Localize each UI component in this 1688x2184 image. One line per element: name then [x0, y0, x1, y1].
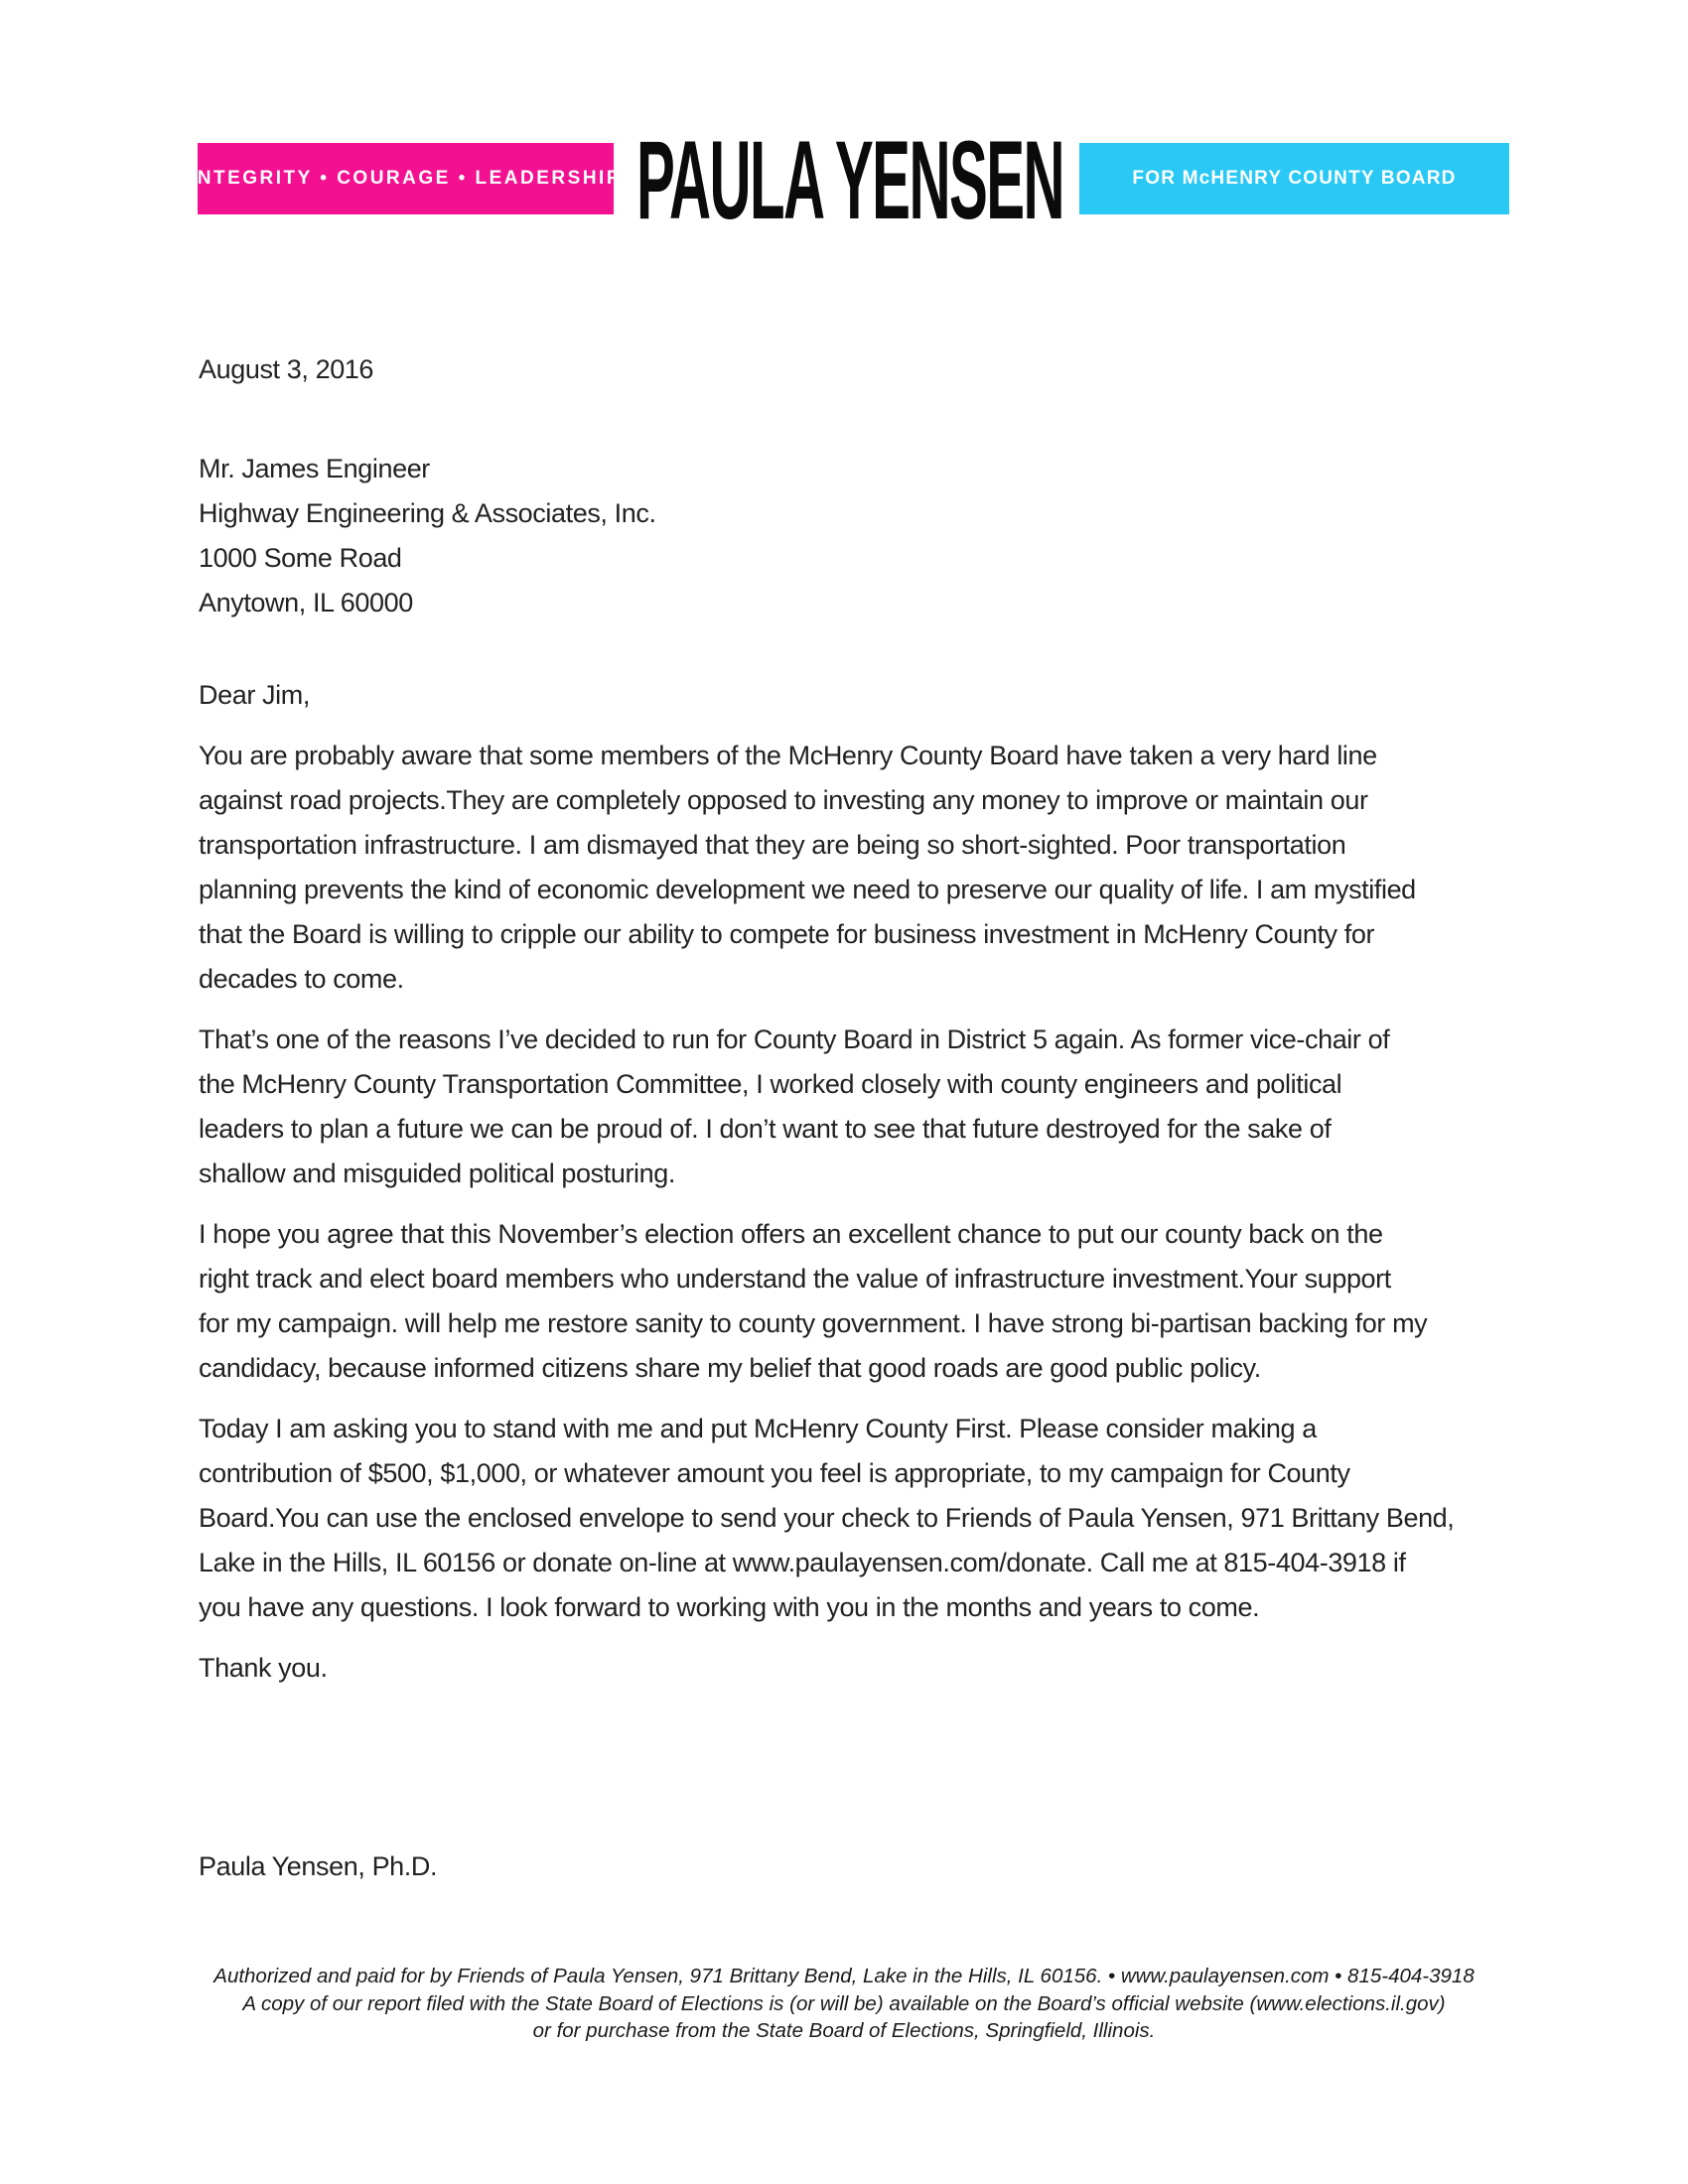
- slogan-text: INTEGRITY • COURAGE • LEADERSHIP: [190, 168, 622, 189]
- disclaimer-line: Authorized and paid for by Friends of Paula Yensen, 971 Brittany Bend, Lake in the Hills, IL 60156. • www.paulayensen.com • 815-404-3918: [213, 1965, 1475, 1987]
- slogan-banner: [190, 143, 622, 214]
- paragraph: [199, 1407, 1569, 1630]
- paragraph-line: planning prevents the kind of economic development we need to preserve our quality of life. I am mystified: [199, 875, 1416, 904]
- paragraph-line: that the Board is willing to cripple our ability to compete for business investment in McHenry County for: [199, 919, 1375, 949]
- paragraph-line: you have any questions. I look forward to working with you in the months and years to come.: [199, 1592, 1260, 1622]
- salutation: Dear Jim,: [199, 680, 310, 710]
- paragraph: [199, 734, 1569, 1002]
- letter-date: August 3, 2016: [199, 354, 374, 384]
- closing-line: Thank you.: [199, 1653, 328, 1683]
- paragraph-line: transportation infrastructure. I am dismayed that they are being so short-sighted. Poor transportation: [199, 830, 1346, 860]
- address-line: Highway Engineering & Associates, Inc.: [199, 498, 656, 528]
- paragraph: [199, 1018, 1569, 1196]
- paragraph-line: I hope you agree that this November’s election offers an excellent chance to put our county back on the: [199, 1219, 1383, 1249]
- address-line: Anytown, IL 60000: [199, 588, 413, 617]
- paragraph-line: That’s one of the reasons I’ve decided to run for County Board in District 5 again. As former vice-chair of: [199, 1024, 1390, 1054]
- paragraph-line: candidacy, because informed citizens share my belief that good roads are good public policy.: [199, 1353, 1261, 1383]
- address-line: 1000 Some Road: [199, 543, 402, 573]
- paragraph-line: Board.You can use the enclosed envelope to send your check to Friends of Paula Yensen, 971 Brittany Bend,: [199, 1503, 1455, 1533]
- signature-name: Paula Yensen, Ph.D.: [199, 1851, 438, 1881]
- paragraph-line: contribution of $500, $1,000, or whatever amount you feel is appropriate, to my campaign for County: [199, 1458, 1350, 1488]
- paragraph-line: shallow and misguided political posturing.: [199, 1159, 675, 1188]
- letter-paragraphs: [199, 734, 1569, 1630]
- paragraph: [199, 1212, 1569, 1391]
- paragraph-line: You are probably aware that some members of the McHenry County Board have taken a very hard line: [199, 741, 1377, 770]
- paragraph-line: decades to come.: [199, 964, 404, 994]
- paragraph-line: against road projects.They are completely opposed to investing any money to improve or maintain our: [199, 785, 1368, 815]
- paragraph-line: Today I am asking you to stand with me and put McHenry County First. Please consider making a: [199, 1414, 1317, 1443]
- office-banner: [1079, 143, 1509, 214]
- candidate-name-wordmark: PAULA YENSEN: [636, 117, 1064, 242]
- address-line: Mr. James Engineer: [199, 454, 430, 483]
- paragraph-line: leaders to plan a future we can be proud of. I don’t want to see that future destroyed for the sake of: [199, 1114, 1332, 1144]
- disclaimer-line: or for purchase from the State Board of Elections, Springfield, Illinois.: [532, 2019, 1156, 2042]
- paragraph-line: Lake in the Hills, IL 60156 or donate on-line at www.paulayensen.com/donate. Call me at 815-404-3918 if: [199, 1548, 1406, 1577]
- paragraph-line: the McHenry County Transportation Committee, I worked closely with county engineers and political: [199, 1069, 1342, 1099]
- letter-body: [199, 347, 1569, 1889]
- campaign-disclaimer: [0, 1963, 1688, 2045]
- disclaimer-line: A copy of our report filed with the State Board of Elections is (or will be) available on the Board’s official website (www.elections.il.gov): [242, 1991, 1446, 2015]
- recipient-address-block: [199, 447, 1569, 625]
- paragraph-line: right track and elect board members who understand the value of infrastructure investment.Your support: [199, 1264, 1391, 1294]
- office-text: FOR McHENRY COUNTY BOARD: [1132, 168, 1457, 189]
- paragraph-line: for my campaign. will help me restore sanity to county government. I have strong bi-partisan backing for my: [199, 1308, 1428, 1338]
